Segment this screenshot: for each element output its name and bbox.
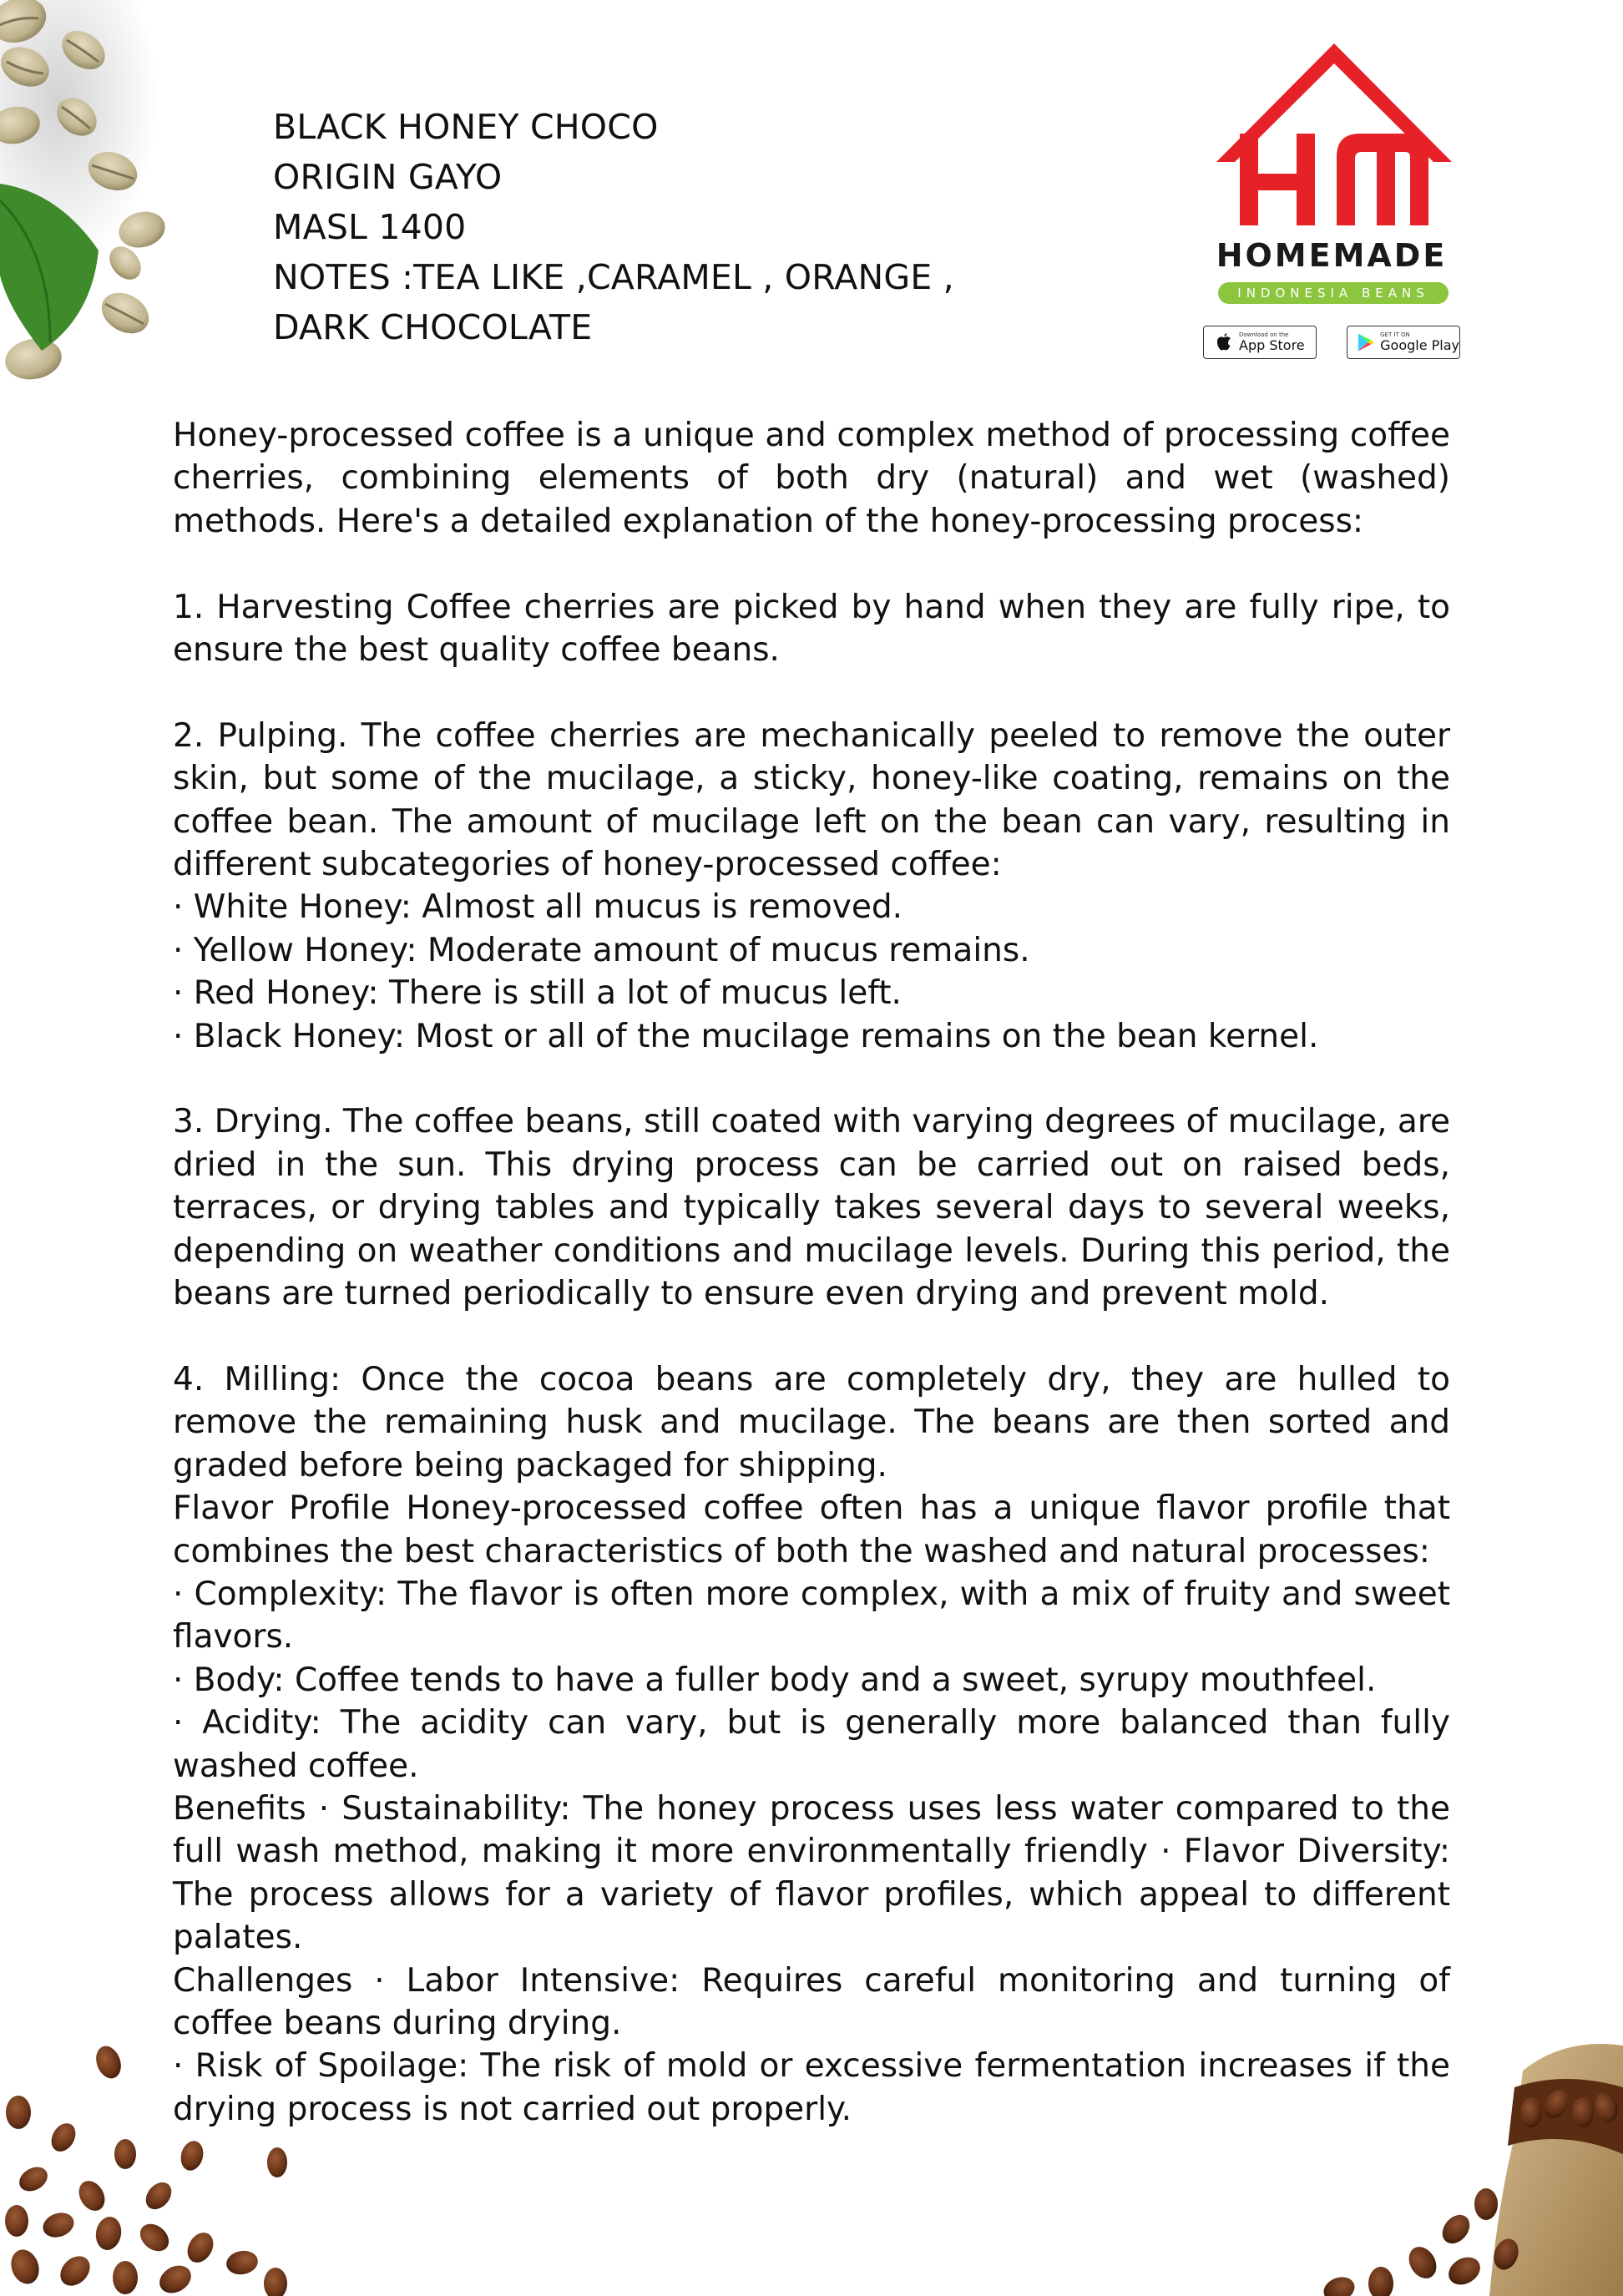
- honey-type-red: · Red Honey: There is still a lot of mucus left.: [173, 974, 902, 1013]
- product-name: BLACK HONEY CHOCO: [273, 107, 659, 147]
- flavor-complexity: · Complexity: The flavor is often more complex, with a mix of fruity and sweet flavors.: [173, 1575, 1450, 1656]
- app-store-small-label: Download on the: [1239, 331, 1289, 338]
- challenges-paragraph: Challenges · Labor Intensive: Requires careful monitoring and turning of coffee beans during drying.: [173, 1961, 1450, 2042]
- flavor-profile-intro: Flavor Profile Honey-processed coffee often has a unique flavor profile that combines the best characteristics of both the washed and natural processes:: [173, 1489, 1450, 1570]
- honey-type-white: · White Honey: Almost all mucus is removed.: [173, 888, 903, 927]
- article-body: [173, 414, 1450, 2131]
- step-drying: 3. Drying. The coffee beans, still coated with varying degrees of mucilage, are dried in the sun. This drying process can be carried out on raised beds, terraces, or drying tables and typically takes several days to several weeks, depending on weather conditions and mucilage levels. During this period, the beans are turned periodically to ensure even drying and prevent mold.: [173, 1103, 1450, 1313]
- spacer: [173, 1058, 1450, 1100]
- honey-type-yellow: · Yellow Honey: Moderate amount of mucus remains.: [173, 931, 1030, 969]
- benefits-paragraph: Benefits · Sustainability: The honey process uses less water compared to the full wash method, making it more environmentally friendly · Flavor Diversity: The process allows for a variety of flavor profiles, which appeal to different palates.: [173, 1789, 1450, 1957]
- step-harvesting: 1. Harvesting Coffee cherries are picked by hand when they are fully ripe, to ensure the best quality coffee beans.: [173, 588, 1450, 670]
- product-notes-continued: DARK CHOCOLATE: [273, 307, 593, 347]
- brand-tagline: INDONESIA BEANS: [1218, 282, 1449, 304]
- brand-name: HOMEMADE: [1216, 237, 1448, 274]
- google-play-label: Google Play: [1380, 337, 1459, 353]
- spacer: [173, 543, 1450, 585]
- product-notes: NOTES :TEA LIKE ,CARAMEL , ORANGE ,: [273, 257, 954, 297]
- product-origin: ORIGIN GAYO: [273, 157, 503, 197]
- green-coffee-beans-image: [0, 0, 200, 384]
- app-store-label: App Store: [1239, 337, 1305, 353]
- intro-paragraph: Honey-processed coffee is a unique and complex method of processing coffee cherries, combining elements of both dry (natural) and wet (washed) methods. Here's a detailed explanation of the honey-processing process:: [173, 417, 1450, 540]
- spoilage-risk: · Risk of Spoilage: The risk of mold or excessive fermentation increases if the drying process is not carried out properly.: [173, 2047, 1450, 2128]
- google-play-badge[interactable]: [1347, 326, 1460, 359]
- product-header: [273, 102, 954, 352]
- spacer: [173, 1315, 1450, 1358]
- google-play-icon: [1354, 331, 1377, 354]
- app-store-badge[interactable]: [1203, 326, 1317, 359]
- apple-icon: [1212, 331, 1236, 354]
- honey-type-black: · Black Honey: Most or all of the mucilage remains on the bean kernel.: [173, 1017, 1319, 1055]
- flavor-acidity: · Acidity: The acidity can vary, but is generally more balanced than fully washed coffee.: [173, 1704, 1450, 1785]
- step-milling: 4. Milling: Once the cocoa beans are completely dry, they are hulled to remove the remaining husk and mucilage. The beans are then sorted and graded before being packaged for shipping.: [173, 1360, 1450, 1484]
- flavor-body: · Body: Coffee tends to have a fuller body and a sweet, syrupy mouthfeel.: [173, 1661, 1377, 1699]
- step-pulping: 2. Pulping. The coffee cherries are mechanically peeled to remove the outer skin, but some of the mucilage, a sticky, honey-like coating, remains on the coffee bean. The amount of mucilage left on the bean can vary, resulting in different subcategories of honey-processed coffee:: [173, 716, 1450, 884]
- product-altitude: MASL 1400: [273, 207, 467, 247]
- google-play-small-label: GET IT ON: [1380, 331, 1410, 338]
- homemade-logo: [1198, 40, 1465, 366]
- house-logo-icon: [1213, 40, 1455, 234]
- spacer: [173, 671, 1450, 714]
